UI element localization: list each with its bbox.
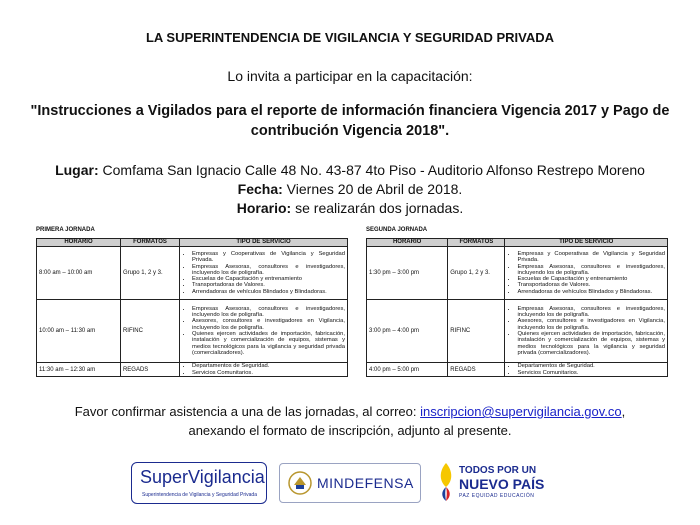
formatos-cell: REGADS [448, 363, 505, 377]
schedule-value: se realizarán dos jornadas. [291, 200, 464, 216]
column-header: HORARIO [37, 239, 121, 247]
nuevo-pais-line2: NUEVO PAÍS [459, 476, 545, 492]
schedule-line [0, 199, 700, 218]
servicio-cell [505, 363, 668, 377]
table-row [37, 300, 348, 363]
formatos-cell: RIFINC [120, 300, 179, 363]
jornada-primera [36, 226, 348, 377]
formatos-cell: Grupo 1, 2 y 3. [120, 247, 179, 300]
jornada-title: PRIMERA JORNADA [36, 227, 95, 233]
colombia-flag-icon [435, 461, 457, 503]
list-item: • Transportadoras de Valores. [192, 282, 345, 288]
list-item: • Asesores, consultores e investigadores en Vigilancia, incluyendo los de poligrafía. [517, 318, 665, 331]
horario-cell: 1:30 pm – 3:00 pm [367, 247, 448, 300]
servicio-list [507, 251, 665, 295]
servicio-cell [180, 363, 348, 377]
invitation-text: Lo invita a participar en la capacitación: [227, 68, 473, 84]
confirm-suffix: , [621, 404, 626, 419]
course-title: "Instrucciones a Vigilados para el reporte de información financiera Vigencia 2017 y Pago de contribución Vigencia 2018". [30, 103, 670, 139]
servicio-cell [180, 247, 348, 300]
column-header: FORMATOS [448, 239, 505, 247]
nuevo-pais-line3: PAZ EQUIDAD EDUCACIÓN [459, 493, 535, 499]
supervigilancia-logo [131, 462, 267, 504]
jornada-title: SEGUNDA JORNADA [366, 227, 428, 233]
list-item: • Empresas Asesoras, consultores e investigadores, incluyendo los de poligrafía. [192, 264, 345, 277]
column-header: HORARIO [367, 239, 448, 247]
horario-cell: 10:00 am – 11:30 am [37, 300, 121, 363]
list-item: • Arrendadoras de vehículos Blindados y Blindadoras. [192, 289, 345, 295]
horario-cell: 8:00 am – 10:00 am [37, 247, 121, 300]
list-item: • Servicios Comunitarios. [192, 370, 345, 376]
list-item: • Departamentos de Seguridad. [517, 363, 665, 369]
jornada-segunda [366, 226, 668, 377]
servicio-list [182, 306, 345, 356]
confirm-text: Favor confirmar asistencia a una de las jornadas, al correo: [74, 404, 421, 419]
table-row [367, 363, 668, 377]
organization-title: LA SUPERINTENDENCIA DE VIGILANCIA Y SEGURIDAD PRIVADA [145, 30, 555, 45]
place-line [0, 161, 700, 180]
column-header: TIPO DE SERVICIO [180, 239, 348, 247]
servicio-list [182, 251, 345, 295]
list-item: • Empresas y Cooperativas de Vigilancia y Seguridad Privada. [192, 251, 345, 264]
schedule-table [366, 238, 668, 377]
table-header-row [367, 239, 668, 247]
list-item: • Empresas y Cooperativas de Vigilancia y Seguridad Privada. [517, 251, 665, 264]
list-item: • Transportadoras de Valores. [517, 282, 665, 288]
formatos-cell: Grupo 1, 2 y 3. [448, 247, 505, 300]
list-item: • Arrendadoras de vehículos Blindados y Blindadoras. [517, 289, 665, 295]
formatos-cell: RIFINC [448, 300, 505, 363]
nuevo-pais-line1: TODOS POR UN [459, 465, 537, 476]
schedule-label: Horario: [236, 200, 292, 216]
list-item: • Quienes ejercen actividades de importación, fabricación, instalación y comercialización de equipos, sistemas y medios tecnológicos para la vigilancia y seguridad privada (comercializadores). [517, 331, 665, 356]
supervigilancia-name: SuperVigilancia [140, 467, 265, 487]
place-label: Lugar: [55, 162, 99, 178]
column-header: TIPO DE SERVICIO [505, 239, 668, 247]
table-row [37, 363, 348, 377]
servicio-cell [505, 300, 668, 363]
mindefensa-logo [279, 463, 421, 503]
date-value: Viernes 20 de Abril de 2018. [282, 181, 463, 197]
horario-cell: 4:00 pm – 5:00 pm [367, 363, 448, 377]
list-item: • Asesores, consultores e investigadores en Vigilancia, incluyendo los de poligrafía. [192, 318, 345, 331]
attach-text: anexando el formato de inscripción, adjunto al presente. [188, 423, 512, 438]
column-header: FORMATOS [120, 239, 179, 247]
email-link[interactable]: inscripcion@supervigilancia.gov.co [420, 404, 622, 419]
servicio-list [507, 306, 665, 356]
list-item: • Empresas Asesoras, consultores e investigadores, incluyendo los de poligrafía. [517, 264, 665, 277]
list-item: • Quienes ejercen actividades de importación, fabricación, instalación y comercialización de equipos, sistemas y medios tecnológicos para la vigilancia y seguridad privada (comercializadores). [192, 331, 345, 356]
mindefensa-name: MINDEFENSA [317, 475, 414, 491]
formatos-cell: REGADS [120, 363, 179, 377]
horario-cell: 3:00 pm – 4:00 pm [367, 300, 448, 363]
list-item: • Escuelas de Capacitación y entrenamiento [517, 276, 665, 282]
confirm-block [0, 402, 700, 440]
list-item: • Escuelas de Capacitación y entrenamiento [192, 276, 345, 282]
servicio-list [507, 363, 665, 376]
supervigilancia-subtitle: Superintendencia de Vigilancia y Seguridad Privada [142, 492, 257, 498]
schedule-table [36, 238, 348, 377]
date-label: Fecha: [237, 181, 283, 197]
nuevo-pais-logo [433, 459, 553, 505]
list-item: • Servicios Comunitarios. [517, 370, 665, 376]
list-item: • Empresas Asesoras, consultores e investigadores, incluyendo los de poligrafía. [192, 306, 345, 319]
place-value: Comfama San Ignacio Calle 48 No. 43-87 4to Piso - Auditorio Alfonso Restrepo Moreno [98, 162, 645, 178]
date-line [0, 180, 700, 199]
list-item: • Departamentos de Seguridad. [192, 363, 345, 369]
colombia-seal-icon [288, 471, 312, 495]
table-row [367, 247, 668, 300]
table-row [367, 300, 668, 363]
list-item: • Empresas Asesoras, consultores e investigadores, incluyendo los de poligrafía. [517, 306, 665, 319]
servicio-cell [505, 247, 668, 300]
table-row [37, 247, 348, 300]
table-header-row [37, 239, 348, 247]
servicio-list [182, 363, 345, 376]
servicio-cell [180, 300, 348, 363]
horario-cell: 11:30 am – 12:30 am [37, 363, 121, 377]
